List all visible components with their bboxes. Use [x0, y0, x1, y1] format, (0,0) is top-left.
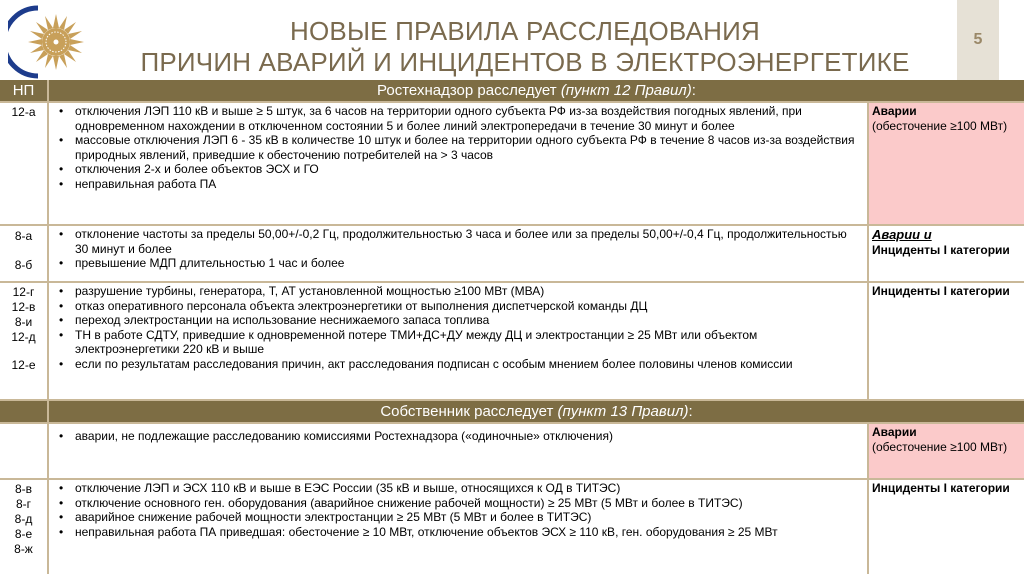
list-item: • аварийное снижение рабочей мощности электростанции ≥ 25 МВт (5 МВт и более в ТИТЭС) [57, 510, 863, 525]
list-item: • неправильная работа ПА [57, 177, 863, 192]
np-column-header: НП [0, 80, 49, 101]
rules-table [0, 80, 1024, 574]
table-row [0, 226, 1024, 283]
list-item: • разрушение турбины, генератора, Т, АТ установленной мощностью ≥100 МВт (МВА) [57, 284, 863, 299]
category-cell: Аварии (обесточение ≥100 МВт) [869, 424, 1024, 478]
np-cell: 8-а 8-б [0, 226, 49, 281]
page-number-box [957, 0, 999, 80]
title-line-2: ПРИЧИН АВАРИЙ И ИНЦИДЕНТОВ В ЭЛЕКТРОЭНЕРГЕТИКЕ [140, 47, 910, 77]
sun-crescent-logo-icon [8, 4, 88, 80]
section-title: Ростехнадзор расследует (пункт 12 Правил) : [377, 82, 696, 99]
list-item: • ТН в работе СДТУ, приведшие к одновременной потере ТМИ+ДС+ДУ между ДЦ и электростанции ≥ 25 МВт или объектом электроэнергетики 220 кВ и выше [57, 328, 863, 357]
criteria-cell [49, 480, 869, 574]
np-column-spacer [0, 401, 49, 422]
list-item: • неправильная работа ПА приведшая: обесточение ≥ 10 МВт, отключение объектов ЭСХ ≥ 110 кВ, ген. оборудования ≥ 25 МВт [57, 525, 863, 540]
table-row [0, 103, 1024, 226]
list-item: • отключения 2-х и более объектов ЭСХ и ГО [57, 162, 863, 177]
criteria-cell [49, 424, 869, 478]
section-title: Собственник расследует (пункт 13 Правил) : [380, 403, 693, 420]
list-item: • если по результатам расследования причин, акт расследования подписан с особым мнением более половины членов комиссии [57, 357, 863, 372]
section-header-rostekhnadzor [0, 80, 1024, 103]
list-item: • массовые отключения ЛЭП 6 - 35 кВ в количестве 10 штук и более на территории одного субъекта РФ в течение 8 часов из-за воздействия природных явлений, приведшие к обесточению потребителей на > 3 часов [57, 133, 863, 162]
list-item: • переход электростанции на использование неснижаемого запаса топлива [57, 313, 863, 328]
category-cell: Инциденты I категории [872, 481, 1010, 495]
criteria-cell [49, 283, 869, 399]
criteria-cell [49, 226, 869, 281]
table-row [0, 480, 1024, 574]
category-cell: Аварии (обесточение ≥100 МВт) [869, 103, 1024, 224]
list-item: • превышение МДП длительностью 1 час и более [57, 256, 863, 271]
list-item: • отключения ЛЭП 110 кВ и выше ≥ 5 штук, за 6 часов на территории одного субъекта РФ из-за воздействия погодных явлений, при одновременном нахождении в отключенном состоянии 5 и более линий электропередачи в течение 30 минут и более [57, 104, 863, 133]
category-cell: Аварии и Инциденты I категории [872, 227, 1010, 257]
list-item: • отключение ЛЭП и ЭСХ 110 кВ и выше в ЕЭС России (35 кВ и выше, относящихся к ОД в ТИТЭС) [57, 481, 863, 496]
list-item: • аварии, не подлежащие расследованию комиссиями Ростехнадзора («одиночные» отключения) [57, 429, 863, 444]
np-cell: 8-в 8-г 8-д 8-е 8-ж [0, 480, 49, 574]
page-number: 5 [973, 31, 983, 48]
list-item: • отказ оперативного персонала объекта электроэнергетики от выполнения диспетчерской команды ДЦ [57, 299, 863, 314]
np-cell [0, 424, 49, 478]
section-header-owner [0, 401, 1024, 424]
criteria-cell [49, 103, 869, 224]
table-row [0, 424, 1024, 480]
np-cell: 12-а [0, 103, 49, 224]
page-title [100, 16, 950, 78]
category-cell: Инциденты I категории [872, 284, 1010, 298]
title-line-1: НОВЫЕ ПРАВИЛА РАССЛЕДОВАНИЯ [290, 16, 760, 46]
list-item: • отклонение частоты за пределы 50,00+/-0,2 Гц, продолжительностью 3 часа и более или за пределы 50,00+/-0,4 Гц, продолжительностью 30 минут и более [57, 227, 863, 256]
list-item: • отключение основного ген. оборудования (аварийное снижение рабочей мощности) ≥ 25 МВт (5 МВт и более в ТИТЭС) [57, 496, 863, 511]
np-cell: 12-г 12-в 8-и 12-д 12-е [0, 283, 49, 399]
table-row [0, 283, 1024, 401]
